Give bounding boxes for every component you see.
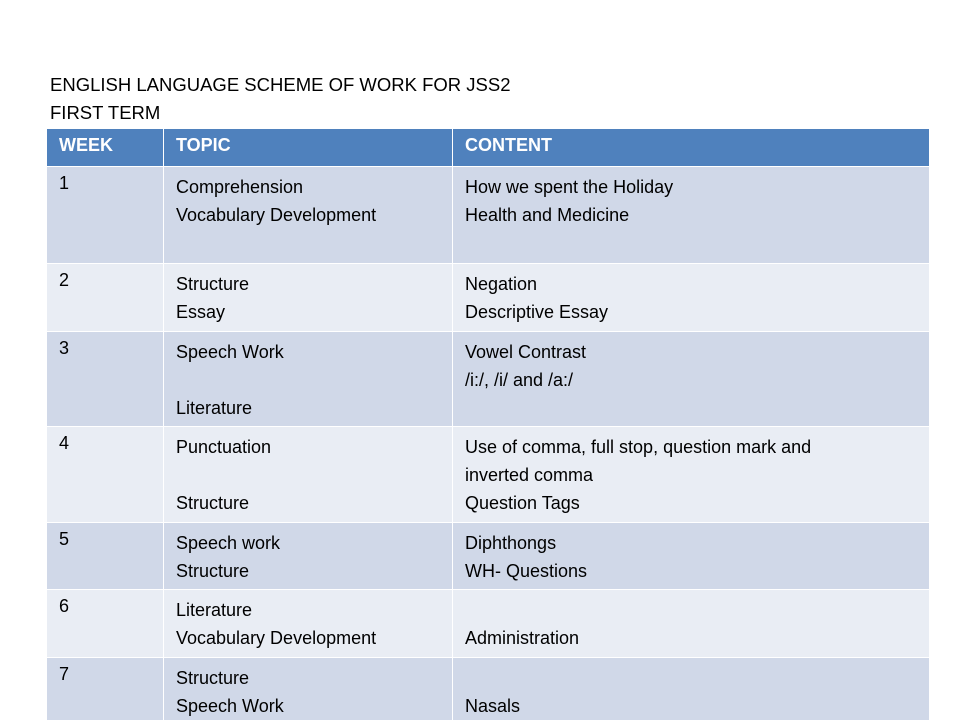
header-week: WEEK (47, 129, 164, 167)
content-line (465, 664, 929, 692)
content-line: Descriptive Essay (465, 302, 609, 322)
table-row (47, 332, 930, 427)
week-cell: 5 (47, 523, 164, 590)
table-row (47, 523, 930, 590)
content-line: Use of comma, full stop, question mark and (465, 437, 812, 457)
topic-line: Comprehension (176, 177, 304, 197)
topic-line: Structure (176, 561, 250, 581)
topic-line (176, 461, 452, 489)
header-topic: TOPIC (164, 129, 453, 167)
content-cell (453, 264, 930, 332)
content-line: Question Tags (465, 493, 580, 513)
topic-line: Structure (176, 493, 250, 513)
topic-line: Speech Work (176, 696, 284, 716)
header-content: CONTENT (453, 129, 930, 167)
content-cell (453, 332, 930, 427)
content-line: WH- Questions (465, 561, 588, 581)
topic-line: Literature (176, 398, 253, 418)
title-line-1: ENGLISH LANGUAGE SCHEME OF WORK FOR JSS2 (50, 74, 511, 95)
content-cell (453, 523, 930, 590)
topic-line: Literature (176, 600, 253, 620)
topic-line: Essay (176, 302, 226, 322)
week-cell: 7 (47, 658, 164, 720)
title-line-2: FIRST TERM (50, 102, 161, 123)
content-cell (453, 427, 930, 523)
topic-line: Speech work (176, 533, 281, 553)
content-line: Administration (465, 628, 580, 648)
scheme-of-work-table (46, 128, 930, 720)
content-line: How we spent the Holiday (465, 177, 674, 197)
topic-cell (164, 658, 453, 720)
content-line: inverted comma (465, 465, 594, 485)
topic-line: Vocabulary Development (176, 628, 377, 648)
content-line: Negation (465, 274, 538, 294)
table-header-row (47, 129, 930, 167)
content-line (465, 596, 929, 624)
content-line: Nasals (465, 696, 521, 716)
table-row (47, 167, 930, 264)
topic-line: Structure (176, 274, 250, 294)
topic-cell (164, 427, 453, 523)
table-row (47, 590, 930, 658)
content-line: Vowel Contrast (465, 342, 587, 362)
table-row (47, 658, 930, 720)
topic-line: Structure (176, 668, 250, 688)
slide-title (50, 71, 511, 127)
week-cell: 3 (47, 332, 164, 427)
topic-cell (164, 167, 453, 264)
content-cell (453, 167, 930, 264)
topic-line: Speech Work (176, 342, 284, 362)
content-line: /i:/, /i/ and /a:/ (465, 370, 574, 390)
topic-line (176, 366, 452, 394)
topic-cell (164, 523, 453, 590)
week-cell: 2 (47, 264, 164, 332)
content-cell (453, 590, 930, 658)
week-cell: 1 (47, 167, 164, 264)
topic-line: Punctuation (176, 437, 272, 457)
content-line: Diphthongs (465, 533, 557, 553)
topic-cell (164, 590, 453, 658)
content-line: Health and Medicine (465, 205, 630, 225)
week-cell: 6 (47, 590, 164, 658)
topic-cell (164, 264, 453, 332)
topic-line: Vocabulary Development (176, 205, 377, 225)
topic-cell (164, 332, 453, 427)
table-row (47, 427, 930, 523)
table-row (47, 264, 930, 332)
content-cell (453, 658, 930, 720)
week-cell: 4 (47, 427, 164, 523)
